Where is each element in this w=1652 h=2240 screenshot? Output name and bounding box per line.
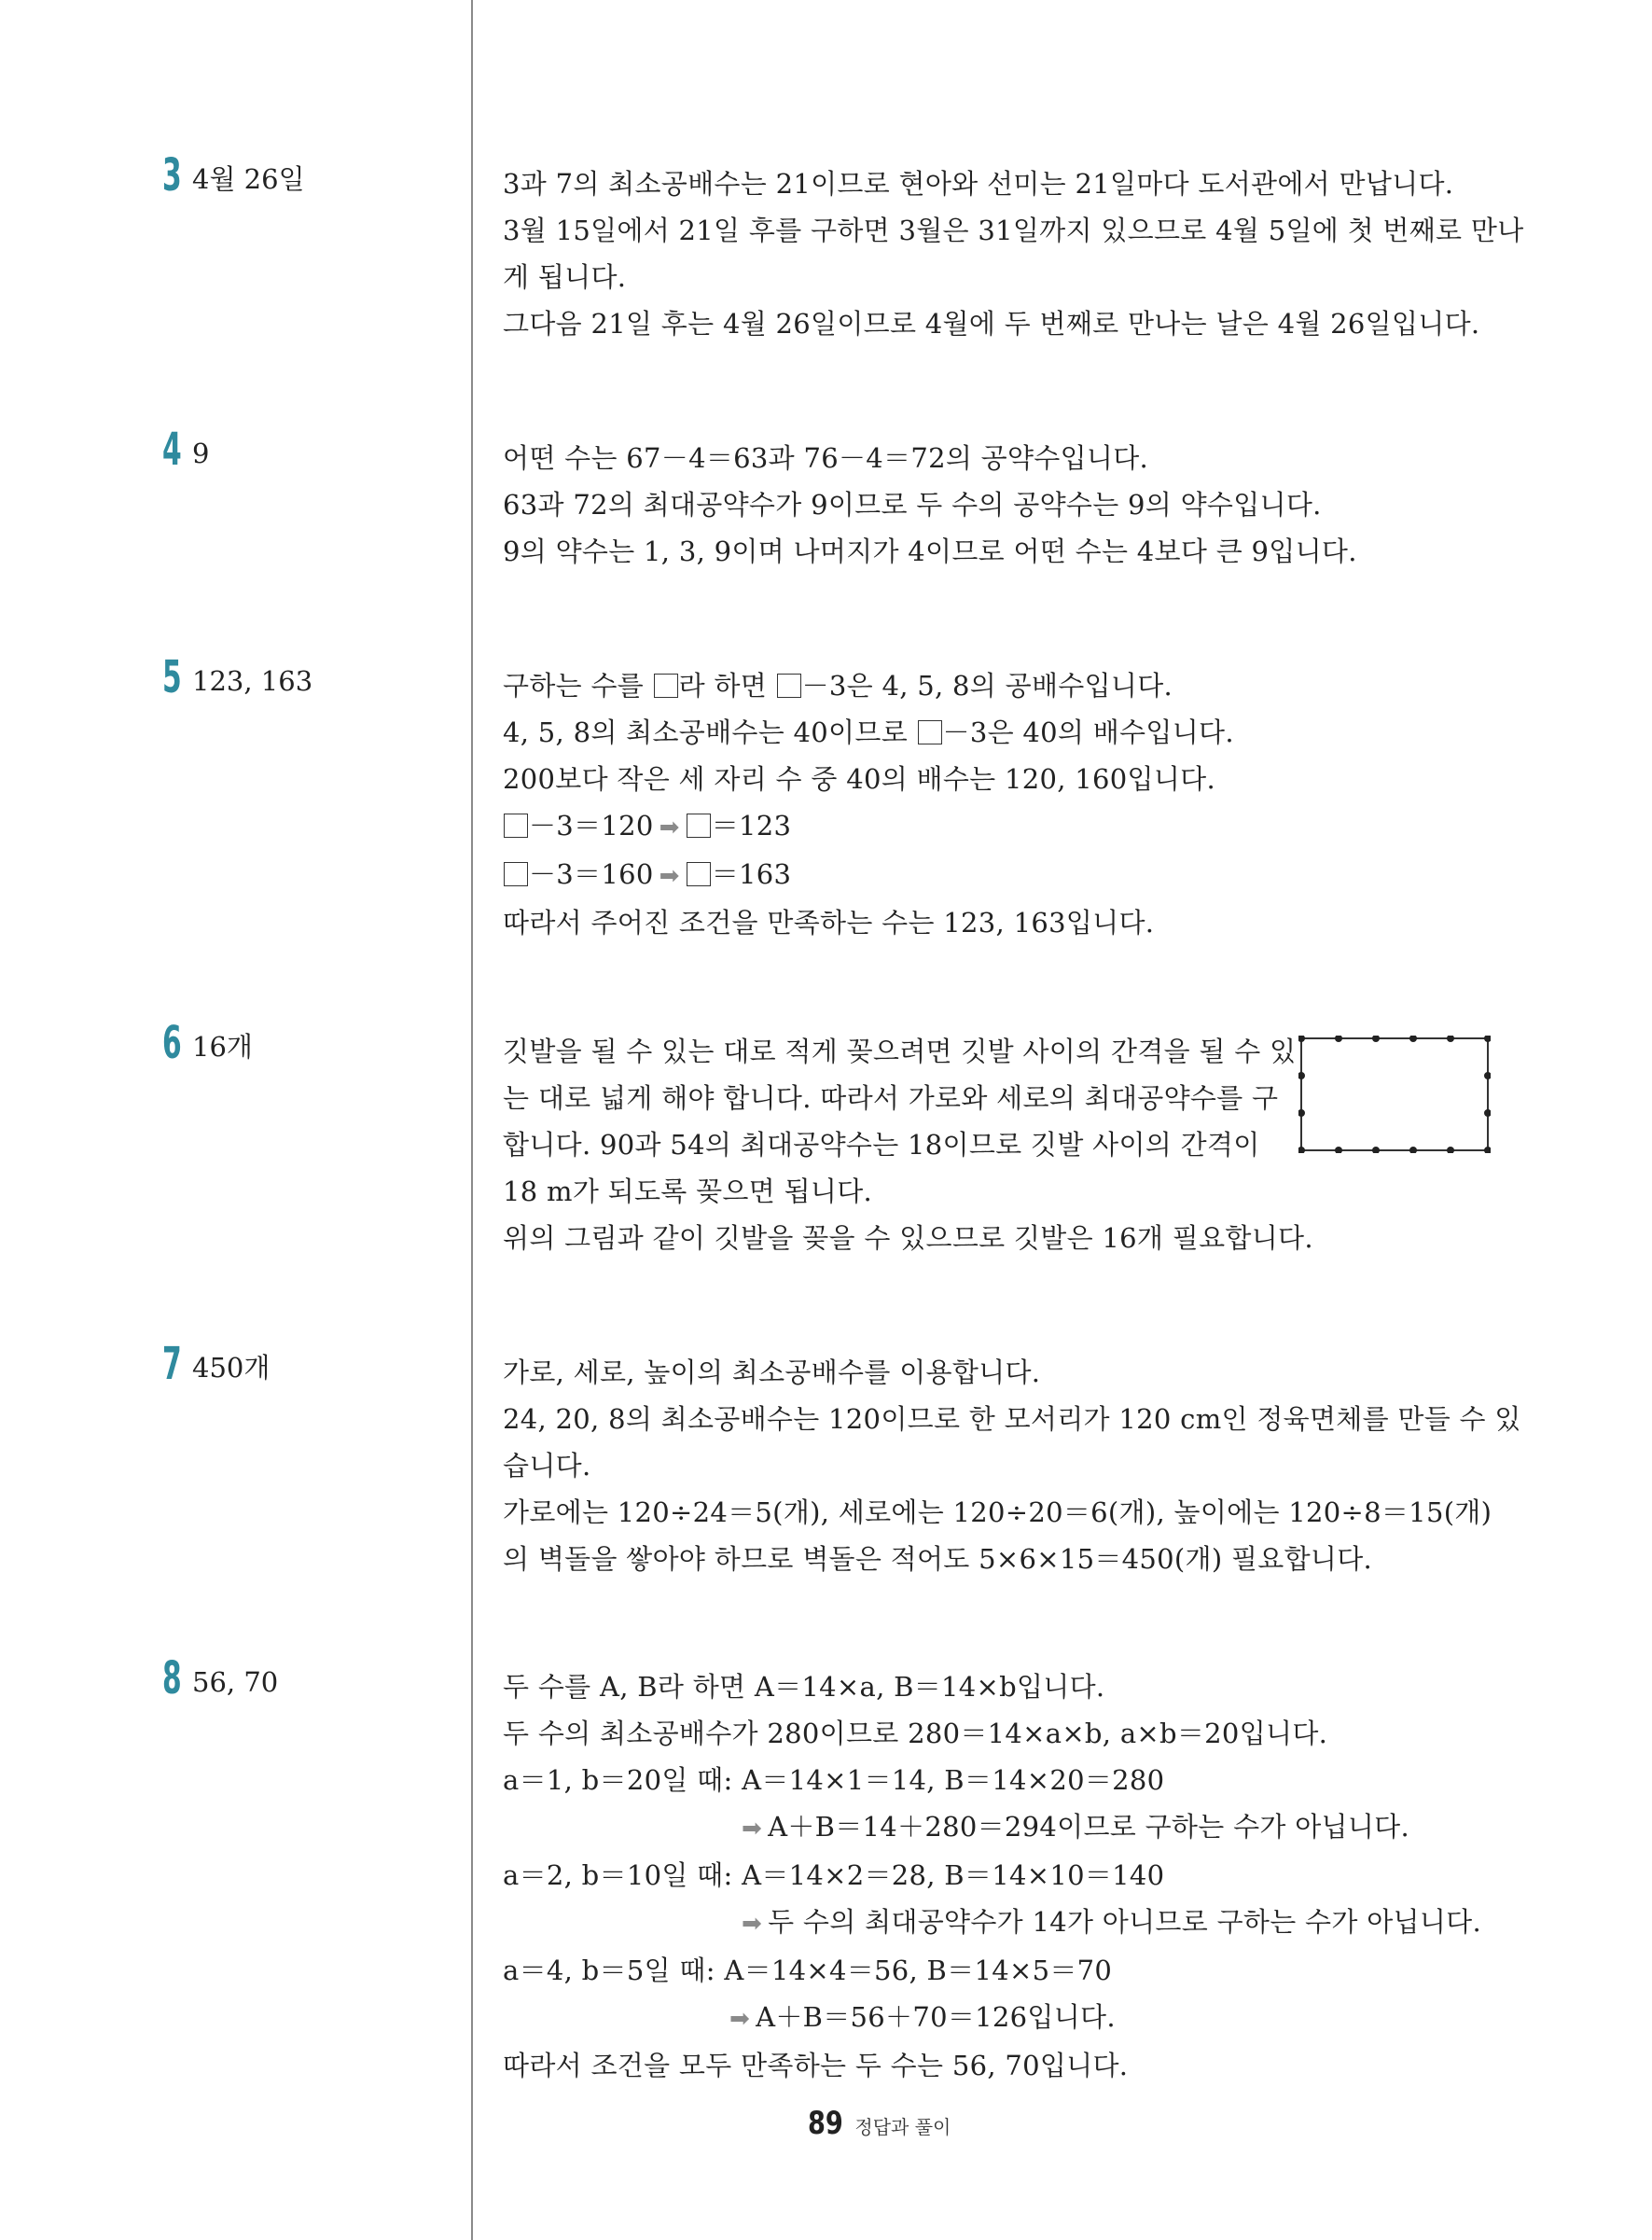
column-divider — [471, 0, 473, 2240]
solution-line: 200보다 작은 세 자리 수 중 40의 배수는 120, 160입니다. — [503, 763, 1215, 795]
footer-label: 정답과 풀이 — [854, 2116, 951, 2138]
solution-line: 두 수를 A, B라 하면 A＝14×a, B＝14×b입니다. — [503, 1671, 1105, 1703]
solution-line: 두 수의 최소공배수가 280이므로 280＝14×a×b, a×b＝20입니다. — [503, 1718, 1328, 1749]
flag-dot — [1335, 1036, 1342, 1042]
blank-box — [687, 862, 711, 886]
solution-line: 가로, 세로, 높이의 최소공배수를 이용합니다. — [503, 1357, 1041, 1388]
solution-line: 습니다. — [503, 1450, 591, 1482]
solution-line: －3＝120 ➡ ＝123 — [503, 802, 1493, 851]
solution-line: 위의 그림과 같이 깃발을 꽂을 수 있으므로 깃발은 16개 필요합니다. — [503, 1222, 1313, 1254]
solution-line: a＝4, b＝5일 때: A＝14×4＝56, B＝14×5＝70 — [503, 1955, 1113, 1986]
solution-line: －3＝160 ➡ ＝163 — [503, 851, 1493, 899]
flag-dot — [1484, 1072, 1491, 1079]
right-arrow-icon: ➡ — [742, 1815, 763, 1843]
solution-line: 그다음 21일 후는 4월 26일이므로 4월에 두 번째로 만나는 날은 4월 26일입니다. — [503, 308, 1480, 340]
problem-number: 6 — [162, 1017, 182, 1069]
blank-box — [777, 674, 801, 698]
solution-line: 합니다. 90과 54의 최대공약수는 18이므로 깃발 사이의 간격이 — [503, 1129, 1260, 1161]
field-outline — [1301, 1038, 1488, 1150]
right-arrow-icon: ➡ — [729, 2005, 751, 2033]
solution-line: a＝1, b＝20일 때: A＝14×1＝14, B＝14×20＝280 — [503, 1764, 1165, 1796]
solution-line: 따라서 조건을 모두 만족하는 두 수는 56, 70입니다. — [503, 2050, 1129, 2081]
solution-line: 18 m가 되도록 꽂으면 됩니다. — [503, 1176, 873, 1207]
solution-line: 3과 7의 최소공배수는 21이므로 현아와 선미는 21일마다 도서관에서 만납니다. — [503, 168, 1454, 200]
solution-line: 따라서 주어진 조건을 만족하는 수는 123, 163입니다. — [503, 907, 1155, 939]
flag-dot — [1372, 1036, 1380, 1042]
flag-dot — [1484, 1109, 1491, 1117]
solution-line: 게 됩니다. — [503, 261, 627, 293]
flag-dot — [1298, 1109, 1305, 1117]
flag-dot — [1409, 1147, 1417, 1153]
problem-number: 4 — [162, 424, 182, 476]
solution — [503, 1349, 1521, 1582]
solution-line: 24, 20, 8의 최소공배수는 120이므로 한 모서리가 120 cm인 정육면체를 만들 수 있 — [503, 1403, 1521, 1435]
blank-box — [504, 814, 528, 838]
right-arrow-icon: ➡ — [659, 862, 680, 890]
flag-rectangle-figure — [1298, 1036, 1491, 1153]
solution — [503, 160, 1524, 347]
problem-answer: 450개 — [192, 1352, 271, 1384]
page-number: 89 — [808, 2105, 843, 2142]
problem-answer: 123, 163 — [192, 665, 313, 697]
blank-box — [687, 814, 711, 838]
solution-line: 9의 약수는 1, 3, 9이며 나머지가 4이므로 어떤 수는 4보다 큰 9입니다. — [503, 536, 1357, 567]
flag-dot — [1298, 1147, 1305, 1153]
solution — [503, 662, 1493, 946]
solution-line: 어떤 수는 67－4＝63과 76－4＝72의 공약수입니다. — [503, 442, 1149, 474]
solution-line: 가로에는 120÷24＝5(개), 세로에는 120÷20＝6(개), 높이에는 120÷8＝15(개) — [503, 1496, 1492, 1528]
flag-dot — [1484, 1147, 1491, 1153]
problem-answer: 56, 70 — [192, 1666, 279, 1698]
solution-line: 깃발을 될 수 있는 대로 적게 꽂으려면 깃발 사이의 간격을 될 수 있 — [503, 1036, 1297, 1067]
right-arrow-icon: ➡ — [742, 1910, 763, 1938]
blank-box — [504, 862, 528, 886]
flag-dot — [1335, 1147, 1342, 1153]
flag-dot — [1372, 1147, 1380, 1153]
flag-dot — [1447, 1036, 1454, 1042]
solution-line: ➡ A＋B＝56＋70＝126입니다. — [503, 1994, 1493, 2042]
problem-number: 3 — [162, 149, 182, 202]
flag-dot — [1447, 1147, 1454, 1153]
blank-box — [918, 720, 942, 744]
flag-dot — [1484, 1036, 1491, 1042]
blank-box — [654, 674, 678, 698]
problem-answer: 16개 — [192, 1031, 253, 1063]
flag-dot — [1298, 1036, 1305, 1042]
solution-line: 3월 15일에서 21일 후를 구하면 3월은 31일까지 있으므로 4월 5일에 첫 번째로 만나 — [503, 215, 1524, 246]
solution-line: 의 벽돌을 쌓아야 하므로 벽돌은 적어도 5×6×15＝450(개) 필요합니다. — [503, 1543, 1373, 1575]
right-arrow-icon: ➡ — [659, 814, 680, 842]
solution-line: a＝2, b＝10일 때: A＝14×2＝28, B＝14×10＝140 — [503, 1859, 1165, 1891]
flag-dot — [1298, 1072, 1305, 1079]
solution-line: ➡ A＋B＝14＋280＝294이므로 구하는 수가 아닙니다. — [503, 1803, 1493, 1852]
solution — [503, 435, 1493, 575]
problem-answer: 9 — [192, 438, 210, 469]
solution — [503, 1663, 1493, 2089]
problem-answer: 4월 26일 — [192, 163, 305, 195]
problem-number: 7 — [162, 1338, 182, 1390]
solution-line: 는 대로 넓게 해야 합니다. 따라서 가로와 세로의 최대공약수를 구 — [503, 1082, 1279, 1114]
problem-number: 8 — [162, 1652, 182, 1704]
solution-line: ➡ 두 수의 최대공약수가 14가 아니므로 구하는 수가 아닙니다. — [503, 1899, 1493, 1947]
solution-line: 4, 5, 8의 최소공배수는 40이므로 －3은 40의 배수입니다. — [503, 717, 1234, 748]
flag-dots — [1298, 1036, 1491, 1153]
flag-dot — [1409, 1036, 1417, 1042]
problem-number: 5 — [162, 651, 182, 703]
solution-line: 구하는 수를 라 하면 －3은 4, 5, 8의 공배수입니다. — [503, 670, 1173, 702]
solution-line: 63과 72의 최대공약수가 9이므로 두 수의 공약수는 9의 약수입니다. — [503, 489, 1322, 521]
page-footer — [808, 2105, 951, 2142]
